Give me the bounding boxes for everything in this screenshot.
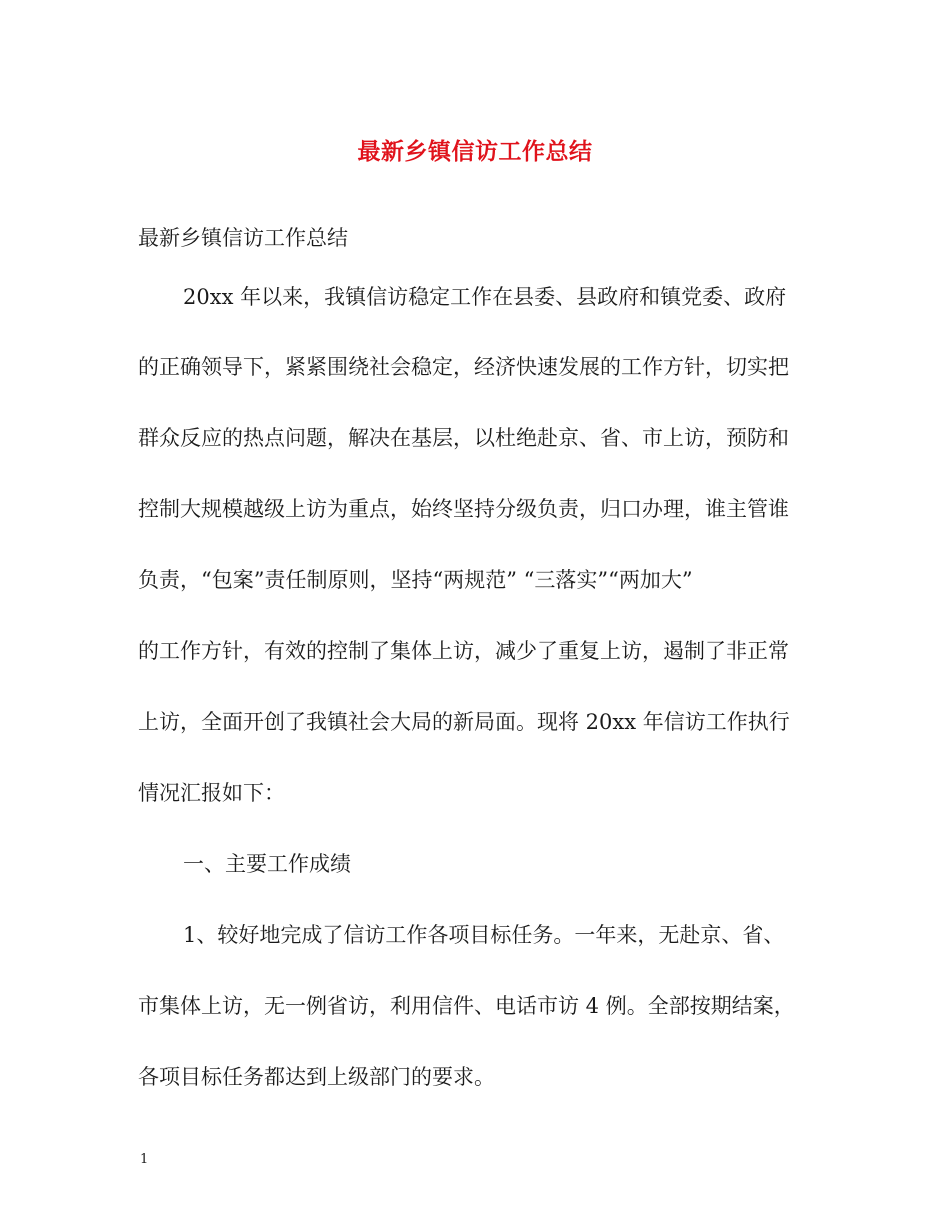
paragraph-line: 的工作方针，有效的控制了集体上访，减少了重复上访，遏制了非正常 bbox=[138, 639, 789, 663]
paragraph-line: 20xx 年以来，我镇信访稳定工作在县委、县政府和镇党委、政府 bbox=[183, 285, 787, 309]
paragraph-line: 上访，全面开创了我镇社会大局的新局面。现将 20xx 年信访工作执行 bbox=[138, 710, 790, 734]
paragraph-line: 情况汇报如下： bbox=[138, 781, 285, 805]
paragraph-line: 群众反应的热点问题，解决在基层，以杜绝赴京、省、市上访，预防和 bbox=[138, 426, 789, 450]
page-number: 1 bbox=[140, 1152, 149, 1167]
paragraph-line: 控制大规模越级上访为重点，始终坚持分级负责，归口办理，谁主管谁 bbox=[138, 497, 789, 521]
paragraph-line: 各项目标任务都达到上级部门的要求。 bbox=[138, 1065, 495, 1089]
paragraph-line: 市集体上访，无一例省访，利用信件、电话市访 4 例。全部按期结案， bbox=[138, 994, 795, 1018]
paragraph-line: 的正确领导下，紧紧围绕社会稳定，经济快速发展的工作方针，切实把 bbox=[138, 355, 789, 379]
paragraph-line: 负责，“包案”责任制原则，坚持“两规范” “三落实”“两加大” bbox=[138, 568, 693, 592]
document-title: 最新乡镇信访工作总结 bbox=[357, 138, 593, 165]
section-heading: 一、主要工作成绩 bbox=[183, 852, 351, 876]
paragraph-line: 1、较好地完成了信访工作各项目标任务。一年来，无赴京、省、 bbox=[183, 923, 785, 947]
document-subtitle: 最新乡镇信访工作总结 bbox=[138, 226, 348, 250]
